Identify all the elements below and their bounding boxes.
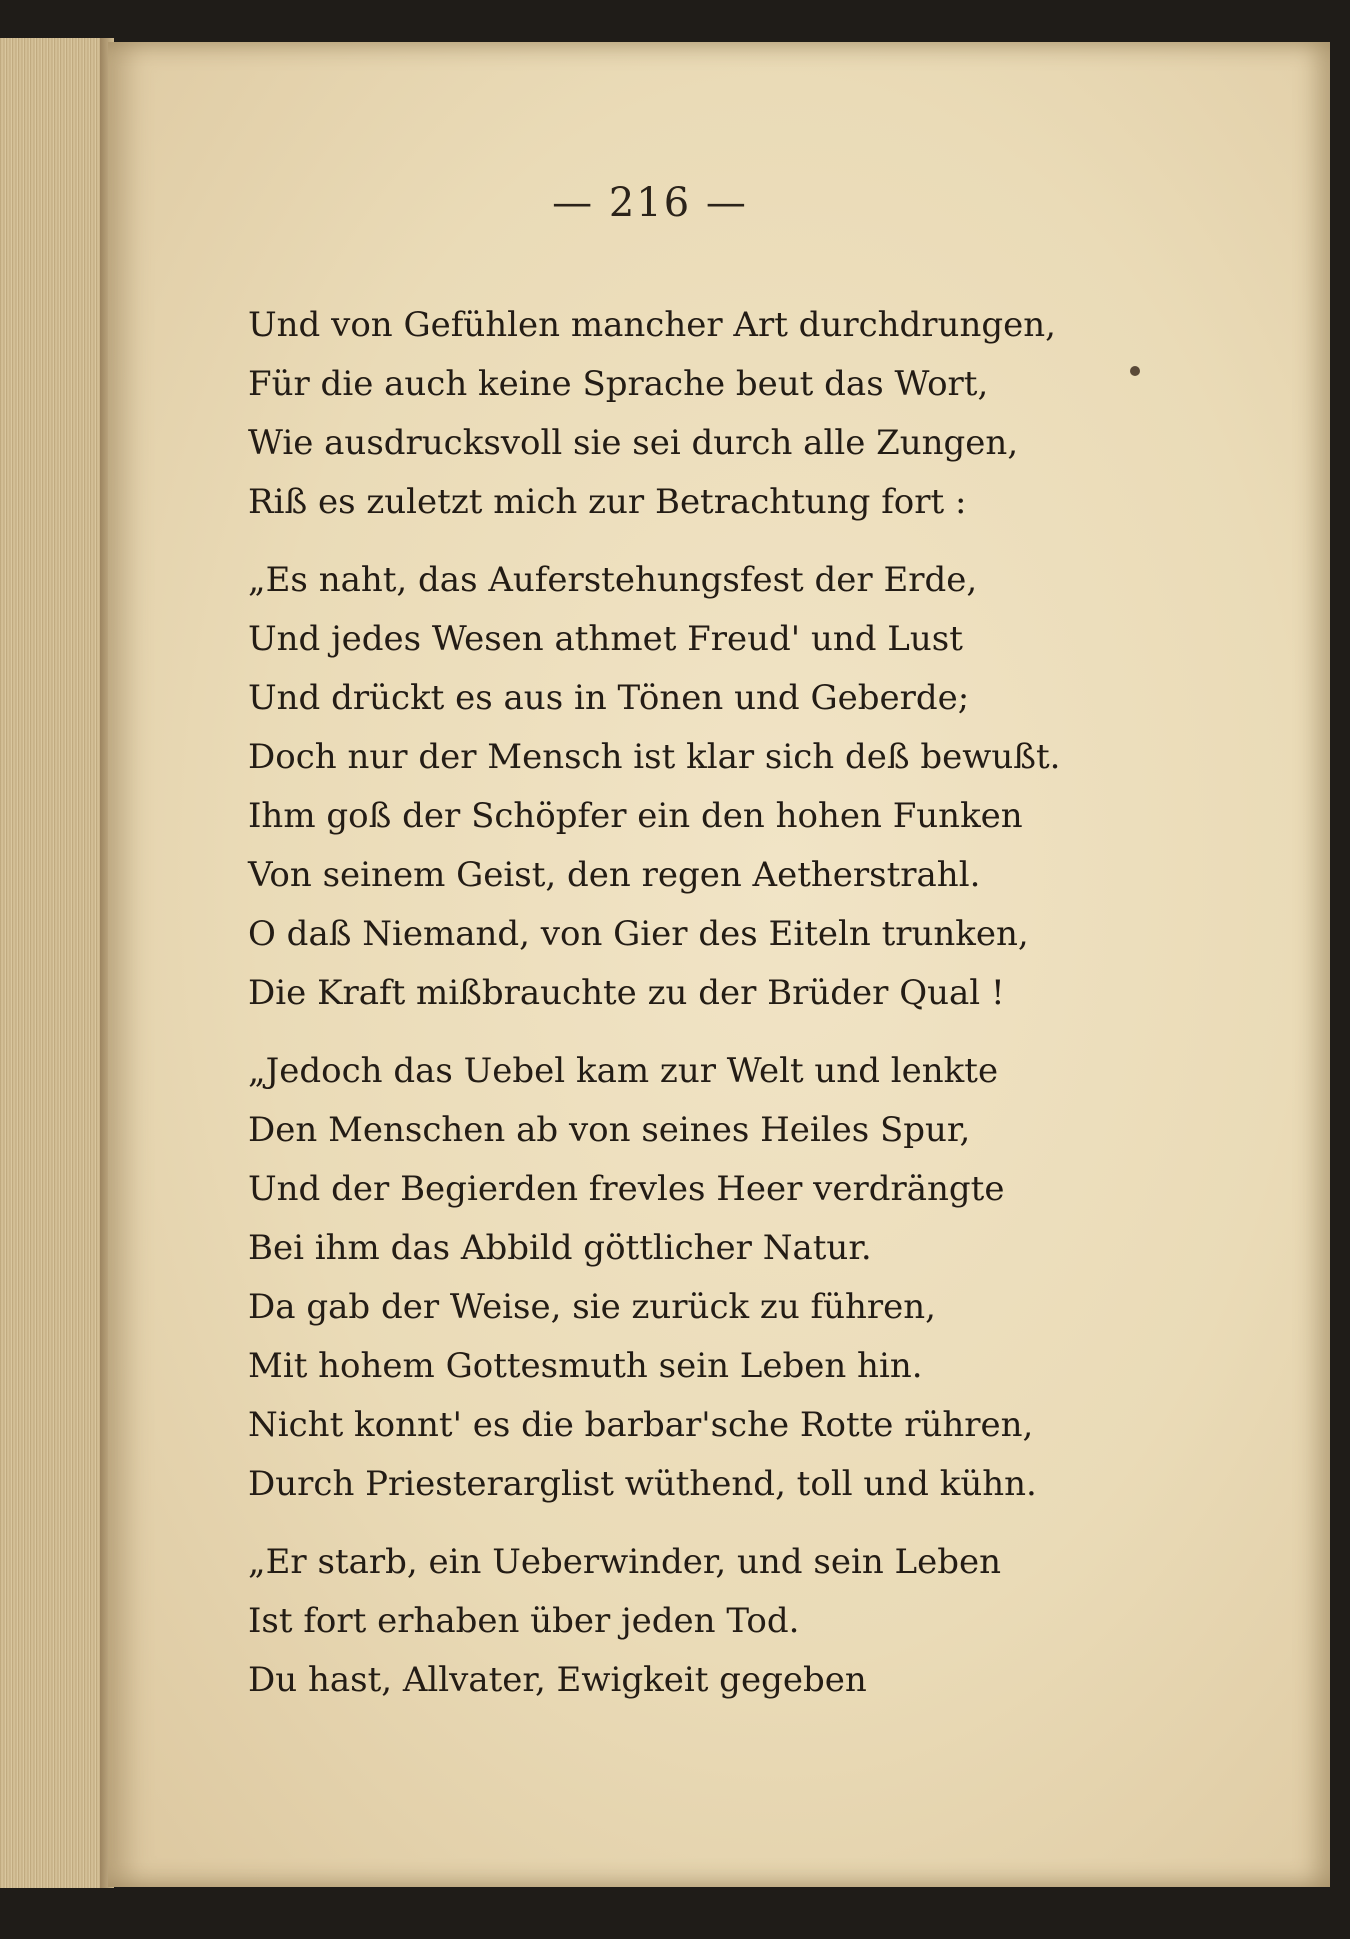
stanza <box>248 296 1108 532</box>
stanza <box>248 1042 1108 1514</box>
verse-line: Und der Begierden frevles Heer verdrängte <box>248 1169 1005 1209</box>
page-number: — 216 — <box>552 180 748 226</box>
verse-line: Für die auch keine Sprache beut das Wort, <box>248 364 989 404</box>
verse-line: Und drückt es aus in Tönen und Geberde; <box>248 678 970 718</box>
verse-line: O daß Niemand, von Gier des Eiteln trunken, <box>248 914 1029 954</box>
verse-line: Riß es zuletzt mich zur Betrachtung fort : <box>248 482 967 522</box>
ink-speck <box>1130 366 1140 376</box>
page-edges <box>0 38 112 1888</box>
verse-line: „Es naht, das Auferstehungsfest der Erde, <box>248 560 978 600</box>
verse-line: Den Menschen ab von seines Heiles Spur, <box>248 1110 971 1150</box>
verse-line: Ihm goß der Schöpfer ein den hohen Funken <box>248 796 1023 836</box>
verse-line: Mit hohem Gottesmuth sein Leben hin. <box>248 1346 923 1386</box>
verse-line: Von seinem Geist, den regen Aetherstrahl. <box>248 855 981 895</box>
verse-line: Da gab der Weise, sie zurück zu führen, <box>248 1287 936 1327</box>
verse-line: Du hast, Allvater, Ewigkeit gegeben <box>248 1660 867 1700</box>
verse-line: „Jedoch das Uebel kam zur Welt und lenkte <box>248 1051 999 1091</box>
verse-line: Und jedes Wesen athmet Freud' und Lust <box>248 619 963 659</box>
verse-line: Wie ausdrucksvoll sie sei durch alle Zungen, <box>248 423 1019 463</box>
verse-line: Nicht konnt' es die barbar'sche Rotte rühren, <box>248 1405 1034 1445</box>
stanza <box>248 551 1108 1023</box>
verse-line: Doch nur der Mensch ist klar sich deß bewußt. <box>248 737 1061 777</box>
verse-line: Bei ihm das Abbild göttlicher Natur. <box>248 1228 872 1268</box>
poem-text <box>248 296 1108 1729</box>
verse-line: „Er starb, ein Ueberwinder, und sein Leben <box>248 1542 1002 1582</box>
verse-line: Und von Gefühlen mancher Art durchdrungen, <box>248 305 1056 345</box>
verse-line: Die Kraft mißbrauchte zu der Brüder Qual ! <box>248 973 1005 1013</box>
stanza <box>248 1533 1108 1710</box>
verse-line: Durch Priesterarglist wüthend, toll und kühn. <box>248 1464 1037 1504</box>
verse-line: Ist fort erhaben über jeden Tod. <box>248 1601 800 1641</box>
